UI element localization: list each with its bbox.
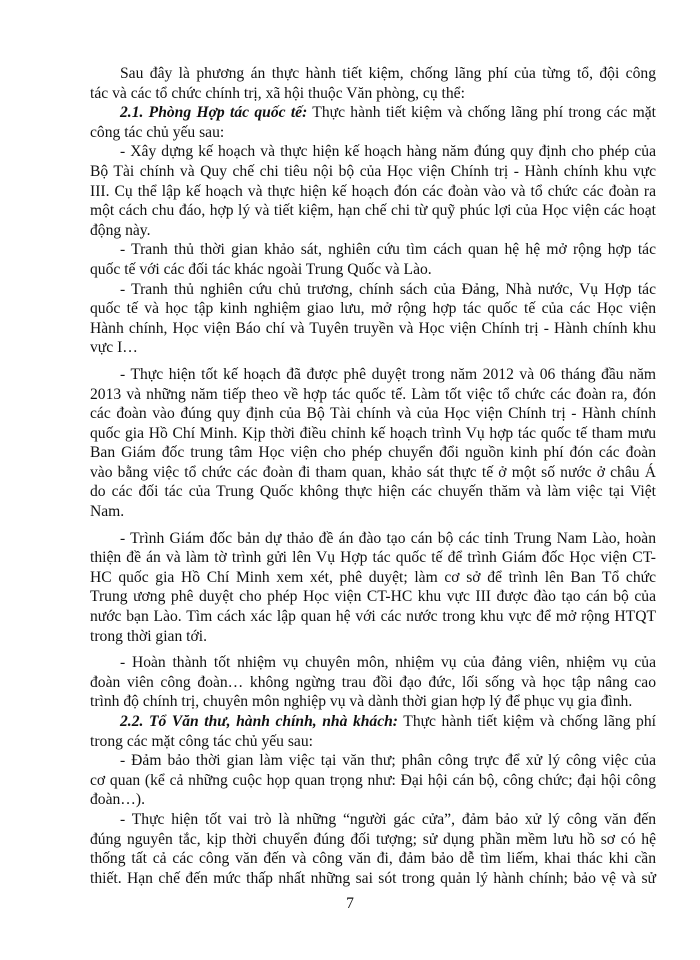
line-text: III. Cụ thể lập kế hoạch và thực hiện kế hoạch đón các đoàn vào và tổ chức các đoàn ra [90,182,656,200]
line-text: - Thực hiện tốt kế hoạch đã được phê duyệt trong năm 2012 và 06 tháng đầu năm [120,365,656,383]
text-line [90,182,656,202]
line-text: - Hoàn thành tốt nhiệm vụ chuyên môn, nhiệm vụ của đảng viên, nhiệm vụ của [120,654,656,672]
text-line [90,463,656,483]
text-line [90,201,656,221]
page-number: 7 [346,895,354,912]
line-text: động này. [90,221,151,239]
text-line [90,849,656,869]
text-line [90,260,656,280]
line-text: Sau đây là phương án thực hành tiết kiệm, chống lãng phí của từng tổ, đội công [120,65,656,82]
line-text: - Tranh thủ nghiên cứu chủ trương, chính sách của Đảng, Nhà nước, Vụ Hợp tác [120,280,656,298]
paragraph [90,365,656,522]
paragraph [90,712,656,751]
text-line [90,607,656,627]
text-line [90,568,656,588]
text-line [90,529,656,549]
text-line [90,221,656,241]
paragraph [90,240,656,279]
paragraph [90,103,656,142]
section-heading: 2.1. Phòng Hợp tác quốc tế: [120,104,308,122]
text-line [90,103,656,123]
section-heading: 2.2. Tổ Văn thư, hành chính, nhà khách: [120,713,398,730]
text-line [90,653,656,673]
line-text: công tác chủ yếu sau: [90,123,225,141]
paragraph [90,810,656,888]
line-text: - Thực hiện tốt vai trò là những “người gác cửa”, đảm bảo xử lý công văn đến [120,810,656,828]
line-text: - Đảm bảo thời gian làm việc tại văn thư; phân công trực để xử lý công việc của [120,752,656,770]
text-line [90,673,656,693]
line-text: Bộ Tài chính và Quy chế chi tiêu nội bộ của Học viện Chính trị - Hành chính khu vực [90,162,656,180]
line-text: - Tranh thủ thời gian khảo sát, nghiên cứu tìm cách quan hệ hệ mở rộng hợp tác [120,241,656,259]
text-line [90,240,656,260]
line-text: trong các mặt công tác chủ yếu sau: [90,732,313,750]
line-text: vào bằng việc tổ chức các đoàn đi tham quan, khảo sát thực tế ở một số nước ở châu Á [90,463,656,481]
text-line [90,142,656,162]
line-text: quốc tế và học tập kinh nghiệm giao lưu, mở rộng hợp tác quốc tế của các Học viện [90,300,656,318]
line-text: cơ quan (kể cả những cuộc họp quan trọng như: Đại hội cán bộ, công chức; đại hội công [90,771,656,789]
line-text: đoàn…). [90,791,145,809]
text-line [90,771,656,791]
text-line [90,548,656,568]
text-line [90,627,656,647]
text-line [90,587,656,607]
text-line [90,732,656,752]
line-text: 2013 và những năm tiếp theo về hợp tác quốc tế. Làm tốt việc tổ chức các đoàn ra, đón [90,385,656,403]
text-line [90,319,656,339]
line-text: quốc gia Hồ Chí Minh. Kịp thời điều chỉnh kế hoạch trình Vụ hợp tác quốc tế tham mưu [90,424,656,442]
text-line [90,712,656,732]
paragraph [90,280,656,358]
text-line [90,692,656,712]
text-line [90,830,656,850]
text-line [90,869,656,889]
paragraph [90,142,656,240]
line-text: đoàn viên công đoàn… không ngừng trau đồi đạo đức, lối sống và học tập nâng cao [90,673,656,691]
line-text: đúng nguyên tắc, kịp thời chuyển đúng đối tượng; sử dụng phần mềm lưu hồ sơ có hệ [90,830,656,848]
line-text: một cách chu đáo, hợp lý và tiết kiệm, hạn chế chi từ quỹ phúc lợi của Học viện các hoạt [90,202,656,220]
line-text: Trung ương phê duyệt cho phép Học viện CT-HC khu vực III được đào tạo cán bộ của [90,588,656,606]
line-text: thống tất cả các công văn đến và công văn đi, đảm bảo dễ tìm liếm, khai thác khi cần [90,850,656,868]
line-text: Ban Giám đốc trung tâm Học viện cho phép chuyển đổi nguồn kinh phí đón các đoàn [90,444,656,462]
text-line [90,810,656,830]
line-text: do các đối tác của Trung Quốc không thực hiện các chuyến thăm và làm việc tại Việt [90,483,656,501]
line-text: Hành chính, Học viện Báo chí và Tuyên truyền và Học viện Chính trị - Hành chính khu [90,319,656,337]
paragraph [90,64,656,103]
line-text: vực I… [90,339,138,357]
line-text: tác và các tổ chức chính trị, xã hội thuộc Văn phòng, cụ thể: [90,84,465,102]
paragraph [90,529,656,647]
document-body [90,64,656,888]
line-text: HC quốc gia Hồ Chí Minh xem xét, phê duyệt; làm cơ sở để trình lên Ban Tổ chức [90,568,656,586]
line-text: các đoàn vào đúng quy định của Bộ Tài chính và của Học viện Chính trị - Hành chính [90,405,656,423]
paragraph [90,653,656,712]
text-line [90,385,656,405]
line-text: thiện đề án và làm tờ trình gửi lên Vụ Hợp tác quốc tế để trình Giám đốc Học viện CT- [90,549,656,567]
text-line [90,299,656,319]
text-line [90,424,656,444]
line-text: - Xây dựng kế hoạch và thực hiện kế hoạch hàng năm đúng quy định cho phép của [120,143,656,161]
text-line [90,443,656,463]
line-text: trong thời gian tới. [90,627,207,645]
text-line [90,502,656,522]
line-text: Thực hành tiết kiệm và chống lãng phí [398,713,656,730]
text-line [90,482,656,502]
text-line [90,790,656,810]
text-line [90,365,656,385]
text-line [90,84,656,104]
line-text: thiết. Hạn chế đến mức thấp nhất những sai sót trong quản lý hành chính; bảo vệ và sử [90,869,656,887]
text-line [90,64,656,84]
line-text: Nam. [90,503,125,521]
text-line [90,751,656,771]
line-text: trình độ chính trị, chuyên môn nghiệp vụ và dành thời gian hợp lý để phục vụ gia đình. [90,693,633,711]
line-text: Thực hành tiết kiệm và chống lãng phí trong các mặt [307,104,656,122]
text-line [90,280,656,300]
line-text: - Trình Giám đốc bản dự thảo đề án đào tạo cán bộ các tỉnh Trung Nam Lào, hoàn [120,529,656,547]
text-line [90,338,656,358]
text-line [90,123,656,143]
text-line [90,162,656,182]
line-text: nước bạn Lào. Tìm cách xác lập quan hệ với các nước trong khu vực để mở rộng HTQT [90,608,656,626]
line-text: quốc tế với các đối tác khác ngoài Trung Quốc và Lào. [90,260,432,278]
paragraph [90,751,656,810]
text-line [90,404,656,424]
